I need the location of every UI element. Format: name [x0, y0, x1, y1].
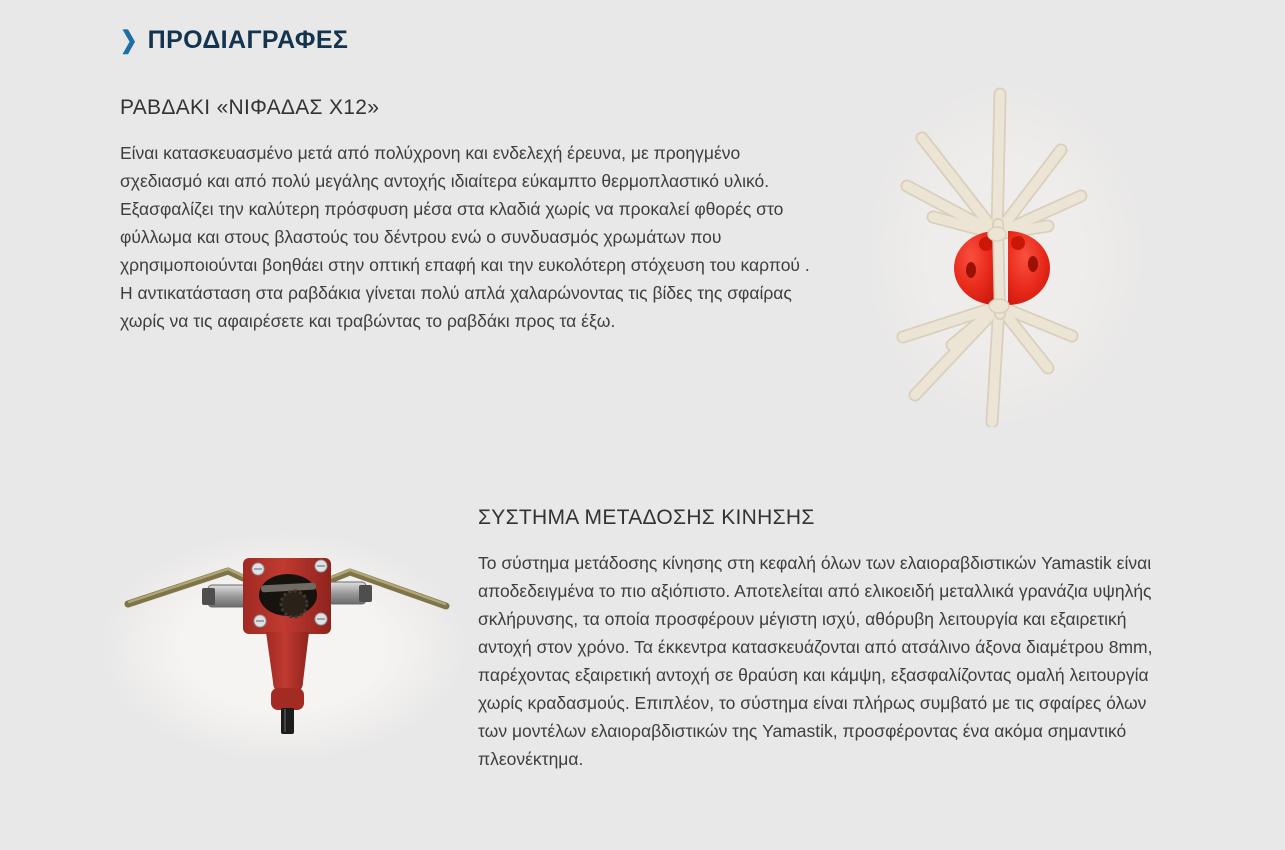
chevron-right-icon: ❯	[120, 27, 138, 54]
section-title-transmission: ΣΥΣΤΗΜΑ ΜΕΤΑΔΟΣΗΣ ΚΙΝΗΣΗΣ	[478, 506, 815, 529]
rod-star-illustration	[865, 82, 1145, 427]
section-body-transmission: Το σύστημα μετάδοσης κίνησης στη κεφαλή όλων των ελαιοραβδιστικών Yamastik είναι αποδεδειγμένα το πιο αξιόπιστο. Αποτελείται από ελικοειδή μεταλλικά γρανάζια υψηλής σκλήρυνσης, τα οποία προσφέρουν μέγιστη ισχύ, αθόρυβη λειτουργία και εξαιρετική αντοχή στον χρόνο. Τα έκκεντρα κατασκευάζονται από ατσάλινο άξονα διαμέτρου 8mm, παρέχοντας εξαιρετική αντοχή σε θραύση και κάμψη, εξασφαλίζοντας ομαλή λειτουργία χωρίς κραδασμούς. Επιπλέον, το σύστημα είναι πλήρως συμβατό με τις σφαίρες όλων των μοντέλων ελαιοραβδιστικών της Yamastik, προσφέροντας ένα ακόμα σημαντικό πλεονέκτημα.	[478, 553, 1153, 769]
section-rod-star	[120, 96, 820, 335]
rod-star-photo	[865, 82, 1145, 427]
gear-head-photo	[100, 532, 465, 762]
section-title-rod-star: ΡΑΒΔΑΚΙ «ΝΙΦΑΔΑΣ X12»	[120, 96, 380, 119]
section-transmission	[478, 506, 1178, 773]
gear-head-illustration	[100, 532, 465, 762]
page-title: ΠΡΟΔΙΑΓΡΑΦΕΣ	[147, 26, 349, 54]
specs-header	[120, 26, 348, 55]
section-body-rod-star: Είναι κατασκευασμένο μετά από πολύχρονη και ενδελεχή έρευνα, με προηγμένο σχεδιασμό και από πολύ μεγάλης αντοχής ιδιαίτερα εύκαμπτο θερμοπλαστικό υλικό. Εξασφαλίζει την καλύτερη πρόσφυση μέσα στα κλαδιά χωρίς να προκαλεί φθορές στο φύλλωμα και στους βλαστούς του δέντρου ενώ ο συνδυασμός χρωμάτων που χρησιμοποιούνται βοηθάει στην οπτική επαφή και την ευκολότερη στόχευση του καρπού . Η αντικατάσταση στα ραβδάκια γίνεται πολύ απλά χαλαρώνοντας τις βίδες της σφαίρας χωρίς να τις αφαιρέσετε και τραβώντας το ραβδάκι προς τα έξω.	[120, 143, 810, 331]
